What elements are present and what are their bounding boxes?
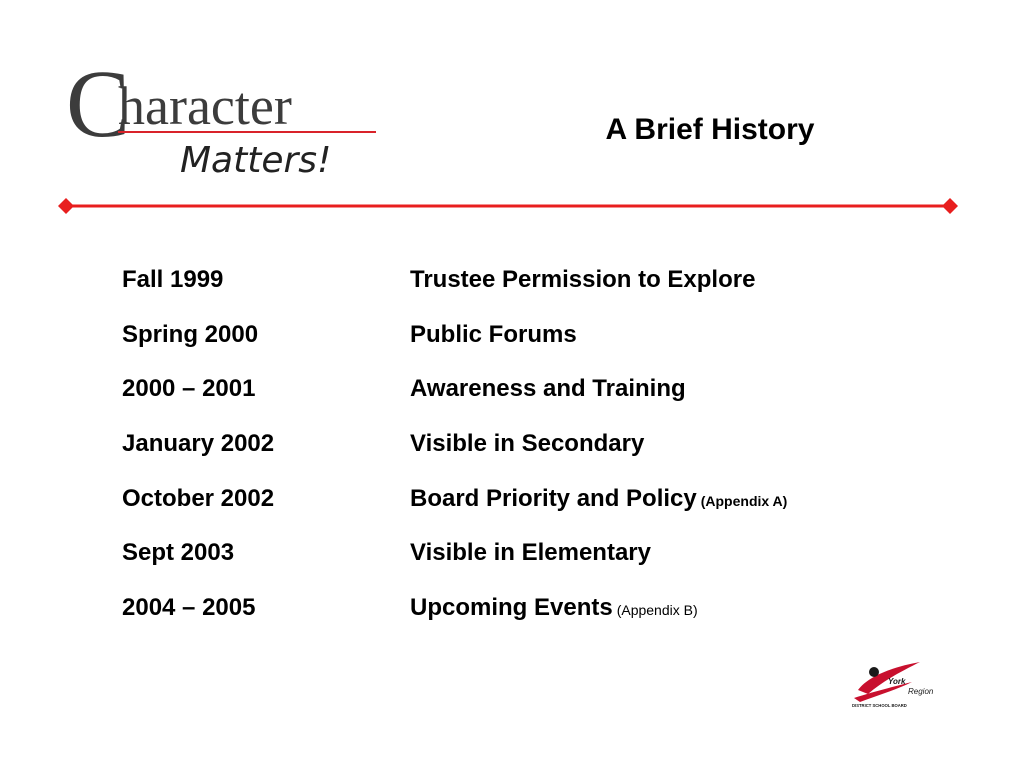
timeline-date: Fall 1999 [122,266,224,293]
timeline-row [122,317,922,372]
timeline-row [122,481,922,536]
logo-wordmark: haracter [118,76,292,136]
page-title: A Brief History [605,113,815,146]
logo-board-caption: DISTRICT SCHOOL BOARD [852,703,907,708]
logo-figure-head [869,667,879,677]
timeline-event-text: Awareness and Training [410,375,686,403]
timeline-event [410,371,686,407]
timeline-date: 2000 – 2001 [122,375,256,403]
divider-diamond-right [942,198,958,214]
timeline-event [410,535,651,571]
timeline-event-text: Board Priority and Policy [410,484,697,512]
logo-graphic [66,50,380,185]
timeline-event-text: Public Forums [410,320,577,348]
timeline-date: January 2002 [122,430,275,458]
logo-tagline: Matters! [180,140,332,181]
logo-region-text: Region [908,687,934,696]
timeline-row [122,371,922,426]
timeline-event-text: Visible in Elementary [410,539,651,567]
timeline-event-text: Visible in Secondary [410,430,645,458]
header-divider [58,196,958,216]
timeline-row [122,590,922,645]
logo-york-text: York [888,677,906,686]
timeline-event [410,481,787,519]
timeline-row [122,262,922,317]
timeline-event-text: Upcoming Events [410,594,613,622]
appendix-b-note: (Appendix B) [616,602,698,619]
character-matters-logo [66,50,380,185]
timeline-event [410,317,577,353]
timeline-date: Sept 2003 [122,539,235,567]
timeline-event-text: Trustee Permission to Explore [410,266,756,293]
timeline-date: 2004 – 2005 [122,594,256,622]
timeline-event [410,590,698,628]
history-timeline [122,262,922,645]
timeline-row [122,535,922,590]
timeline-row [122,426,922,481]
timeline-date: October 2002 [122,484,275,512]
appendix-a-note: (Appendix A) [700,492,788,509]
timeline-event [410,426,644,462]
york-region-board-logo [850,652,940,712]
logo-initial: C [66,50,131,157]
divider-diamond-left [58,198,74,214]
timeline-event [410,262,755,298]
timeline-date: Spring 2000 [122,320,259,348]
